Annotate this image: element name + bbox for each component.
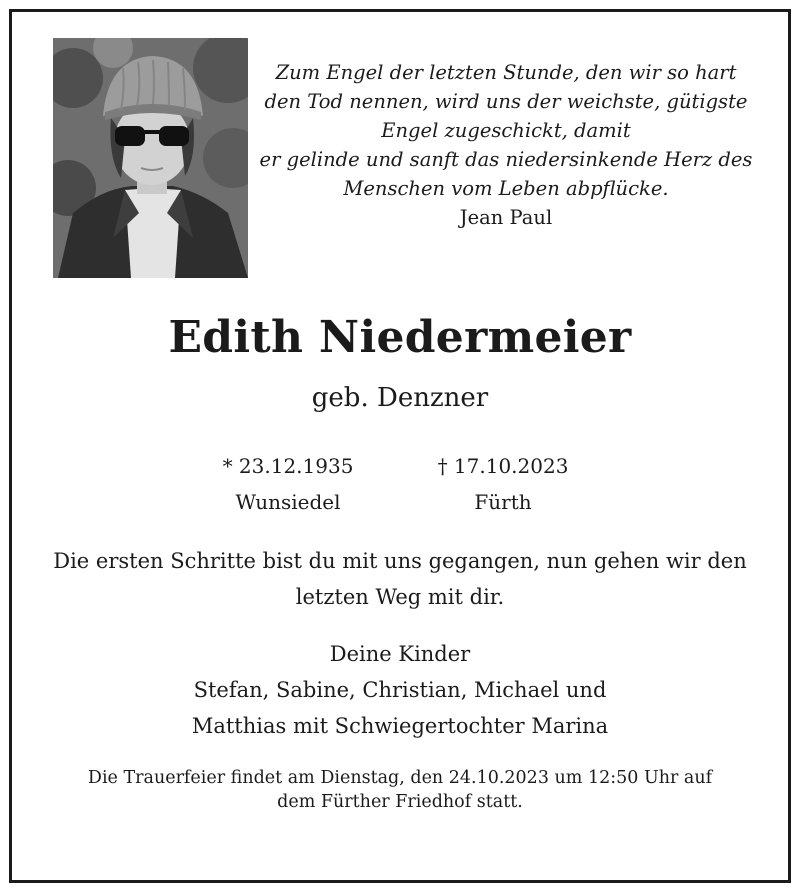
portrait-illustration <box>53 38 248 278</box>
quote-block <box>252 58 760 232</box>
birth-place: Wunsiedel <box>235 490 341 514</box>
deceased-name: Edith Niedermeier <box>168 312 632 363</box>
quote-author: Jean Paul <box>459 206 553 229</box>
quote-line: Engel zugeschickt, damit <box>381 119 631 142</box>
family-signature <box>100 636 700 744</box>
farewell-verse <box>30 543 770 615</box>
family-line: Stefan, Sabine, Christian, Michael und <box>193 678 607 702</box>
birth-info <box>178 448 398 520</box>
quote-line: Menschen vom Leben abpflücke. <box>343 177 669 200</box>
funeral-notice <box>30 766 770 814</box>
quote-line: den Tod nennen, wird uns der weichste, gütigste <box>264 90 748 113</box>
death-date: † 17.10.2023 <box>437 454 569 478</box>
death-info <box>393 448 613 520</box>
quote-line: Zum Engel der letzten Stunde, den wir so hart <box>275 61 737 84</box>
family-line: Deine Kinder <box>329 642 471 666</box>
quote-line: er gelinde und sanft das niedersinkende Herz des <box>259 148 753 171</box>
family-line: Matthias mit Schwiegertochter Marina <box>191 714 609 738</box>
death-place: Fürth <box>474 490 532 514</box>
notice-line: Die Trauerfeier findet am Dienstag, den 24.10.2023 um 12:50 Uhr auf <box>87 768 713 788</box>
notice-line: dem Fürther Friedhof statt. <box>277 792 523 812</box>
maiden-name: geb. Denzner <box>311 383 489 413</box>
verse-line: letzten Weg mit dir. <box>295 585 505 609</box>
verse-line: Die ersten Schritte bist du mit uns gegangen, nun gehen wir den <box>53 549 747 573</box>
birth-date: * 23.12.1935 <box>222 454 354 478</box>
portrait-photo <box>53 38 248 278</box>
